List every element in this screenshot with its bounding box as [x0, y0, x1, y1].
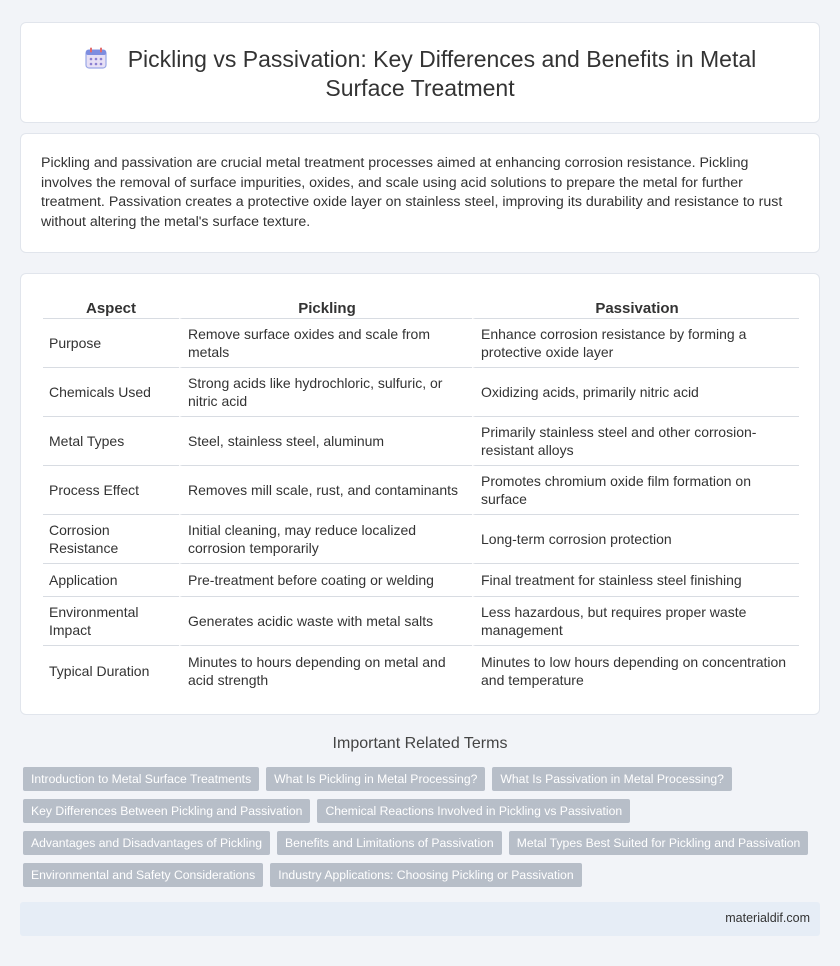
- cell-passivation: Final treatment for stainless steel finishing: [472, 564, 799, 597]
- related-term-tag[interactable]: Industry Applications: Choosing Pickling or Passivation: [270, 863, 581, 887]
- header-aspect: Aspect: [43, 296, 179, 319]
- cell-pickling: Pre-treatment before coating or welding: [179, 564, 472, 597]
- title-card: [20, 22, 820, 123]
- table-row: [43, 564, 799, 597]
- header-pickling: Pickling: [179, 296, 472, 319]
- cell-aspect: Environmental Impact: [43, 597, 179, 646]
- footer-site-link[interactable]: materialdif.com: [725, 911, 810, 925]
- table-row: [43, 466, 799, 515]
- cell-pickling: Generates acidic waste with metal salts: [179, 597, 472, 646]
- cell-aspect: Metal Types: [43, 417, 179, 466]
- intro-paragraph: Pickling and passivation are crucial metal treatment processes aimed at enhancing corrosion resistance. Pickling involves the removal of surface impurities, oxides, and scale using acid solutions to prepare the metal for further treatment. Passivation creates a protective oxide layer on stainless steel, improving its durability and resistance to rust without altering the metal's surface texture.: [41, 155, 783, 230]
- cell-aspect: Application: [43, 564, 179, 597]
- page-title-wrap: [21, 45, 819, 103]
- related-term-tag[interactable]: What Is Passivation in Metal Processing?: [492, 767, 732, 791]
- page-title: Pickling vs Passivation: Key Differences and Benefits in Metal Surface Treatment: [127, 46, 757, 101]
- table-row: [43, 646, 799, 695]
- related-term-tag[interactable]: Chemical Reactions Involved in Pickling vs Passivation: [317, 799, 630, 823]
- related-term-tag[interactable]: Introduction to Metal Surface Treatments: [23, 767, 259, 791]
- intro-card: [20, 133, 820, 253]
- cell-pickling: Initial cleaning, may reduce localized corrosion temporarily: [179, 515, 472, 564]
- cell-passivation: Minutes to low hours depending on concentration and temperature: [472, 646, 799, 695]
- cell-aspect: Purpose: [43, 319, 179, 368]
- table-header-row: [43, 296, 799, 319]
- cell-passivation: Long-term corrosion protection: [472, 515, 799, 564]
- cell-aspect: Typical Duration: [49, 662, 150, 679]
- table-row: [43, 417, 799, 466]
- cell-passivation: Promotes chromium oxide film formation on surface: [472, 466, 799, 515]
- related-terms-list: [23, 767, 823, 895]
- related-term-tag[interactable]: Metal Types Best Suited for Pickling and Passivation: [509, 831, 809, 855]
- table-row: [43, 368, 799, 417]
- header-passivation: Passivation: [472, 296, 799, 319]
- table-row: [43, 515, 799, 564]
- comparison-table-card: [20, 273, 820, 715]
- cell-aspect: Corrosion Resistance: [43, 515, 179, 564]
- table-row: [43, 597, 799, 646]
- related-term-tag[interactable]: Advantages and Disadvantages of Pickling: [23, 831, 270, 855]
- cell-aspect: Process Effect: [43, 466, 179, 515]
- cell-pickling: Strong acids like hydrochloric, sulfuric, or nitric acid: [179, 368, 472, 417]
- comparison-table: [43, 296, 799, 695]
- footer: [20, 902, 820, 936]
- table-row: [43, 319, 799, 368]
- cell-passivation: Less hazardous, but requires proper waste management: [472, 597, 799, 646]
- cell-aspect: Chemicals Used: [43, 368, 179, 417]
- calendar-icon: [84, 46, 108, 70]
- related-term-tag[interactable]: Benefits and Limitations of Passivation: [277, 831, 502, 855]
- cell-pickling: Removes mill scale, rust, and contaminants: [179, 466, 472, 515]
- cell-pickling: Steel, stainless steel, aluminum: [179, 417, 472, 466]
- cell-pickling: Minutes to hours depending on metal and acid strength: [179, 646, 472, 695]
- related-terms-title: Important Related Terms: [332, 735, 508, 752]
- cell-passivation: Oxidizing acids, primarily nitric acid: [472, 368, 799, 417]
- cell-pickling: Remove surface oxides and scale from metals: [179, 319, 472, 368]
- cell-passivation: Enhance corrosion resistance by forming a protective oxide layer: [472, 319, 799, 368]
- cell-passivation: Primarily stainless steel and other corrosion-resistant alloys: [472, 417, 799, 466]
- related-term-tag[interactable]: Environmental and Safety Considerations: [23, 863, 263, 887]
- related-term-tag[interactable]: Key Differences Between Pickling and Passivation: [23, 799, 310, 823]
- related-term-tag[interactable]: What Is Pickling in Metal Processing?: [266, 767, 485, 791]
